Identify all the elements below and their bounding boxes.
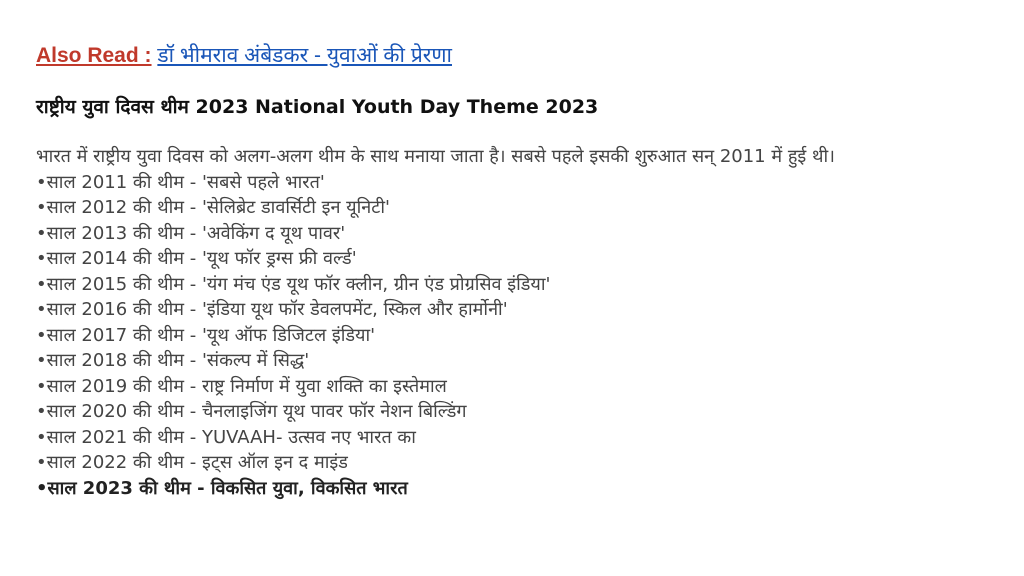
theme-item-2016: •साल 2016 की थीम - 'इंडिया यूथ फॉर डेवलपमेंट, स्किल और हार्मोनी': [36, 299, 508, 320]
theme-item-2017: •साल 2017 की थीम - 'यूथ ऑफ डिजिटल इंडिया': [36, 324, 376, 346]
theme-item-2018: •साल 2018 की थीम - 'संकल्प में सिद्ध': [36, 350, 310, 371]
body-text: [36, 144, 1012, 501]
intro-paragraph: भारत में राष्ट्रीय युवा दिवस को अलग-अलग थीम के साथ मनाया जाता है। सबसे पहले इसकी शुरुआत सन् 2011 में हुई थी।: [36, 146, 835, 167]
also-read-line: [36, 42, 452, 70]
theme-item-2012: •साल 2012 की थीम - 'सेलिब्रेट डावर्सिटी इन यूनिटी': [36, 197, 390, 218]
theme-item-2011: •साल 2011 की थीम - 'सबसे पहले भारत': [36, 171, 325, 193]
section-heading: राष्ट्रीय युवा दिवस थीम 2023 National Youth Day Theme 2023: [36, 96, 599, 118]
theme-list: [36, 170, 1012, 502]
theme-item-2013: •साल 2013 की थीम - 'अवेकिंग द यूथ पावर': [36, 222, 346, 244]
theme-item-2020: •साल 2020 की थीम - चैनलाइजिंग यूथ पावर फॉर नेशन बिल्डिंग: [36, 401, 467, 422]
also-read-link[interactable]: डॉ भीमराव अंबेडकर - युवाओं की प्रेरणा: [157, 44, 452, 67]
theme-item-2021: •साल 2021 की थीम - YUVAAH- उत्सव नए भारत का: [36, 426, 416, 448]
theme-item-2015: •साल 2015 की थीम - 'यंग मंच एंड यूथ फॉर क्लीन, ग्रीन एंड प्रोग्रसिव इंडिया': [36, 273, 551, 295]
theme-item-2022: •साल 2022 की थीम - इट्स ऑल इन द माइंड: [36, 452, 348, 473]
theme-item-2014: •साल 2014 की थीम - 'यूथ फॉर ड्रग्स फ्री वर्ल्ड': [36, 248, 357, 269]
theme-item-2023: •साल 2023 की थीम - विकसित युवा, विकसित भारत: [36, 477, 408, 499]
also-read-label: Also Read :: [36, 44, 152, 67]
theme-item-2019: •साल 2019 की थीम - राष्ट्र निर्माण में युवा शक्ति का इस्तेमाल: [36, 375, 447, 397]
